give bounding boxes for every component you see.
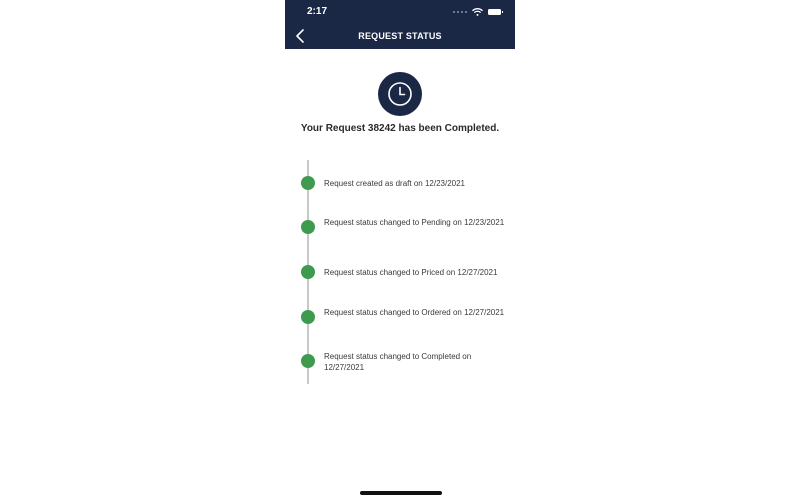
status-time: 2:17 [307,6,328,17]
step-text: Request status changed to Completed on 12/27/2021 [324,352,472,372]
step-text: Request status changed to Pending on 12/23/2021 [324,218,505,227]
step-text: Request status changed to Ordered on 12/27/2021 [324,308,505,317]
phone-screen [285,0,515,500]
completion-message: Your Request 38242 has been Completed. [300,123,500,134]
step-text: Request created as draft on 12/23/2021 [324,179,465,188]
status-icons [453,7,501,17]
navigation-bar [285,0,515,49]
battery-icon [488,9,501,15]
step-dot-icon [301,310,315,324]
signal-dots-icon [453,11,467,13]
step-text: Request status changed to Priced on 12/27/2021 [324,268,498,277]
clock-icon [387,81,413,107]
home-indicator[interactable] [360,491,442,495]
step-dot-icon [301,354,315,368]
step-dot-icon [301,220,315,234]
page-title: REQUEST STATUS [358,31,442,41]
status-clock-badge [378,72,422,116]
step-dot-icon [301,176,315,190]
step-dot-icon [301,265,315,279]
wifi-icon [472,8,483,16]
